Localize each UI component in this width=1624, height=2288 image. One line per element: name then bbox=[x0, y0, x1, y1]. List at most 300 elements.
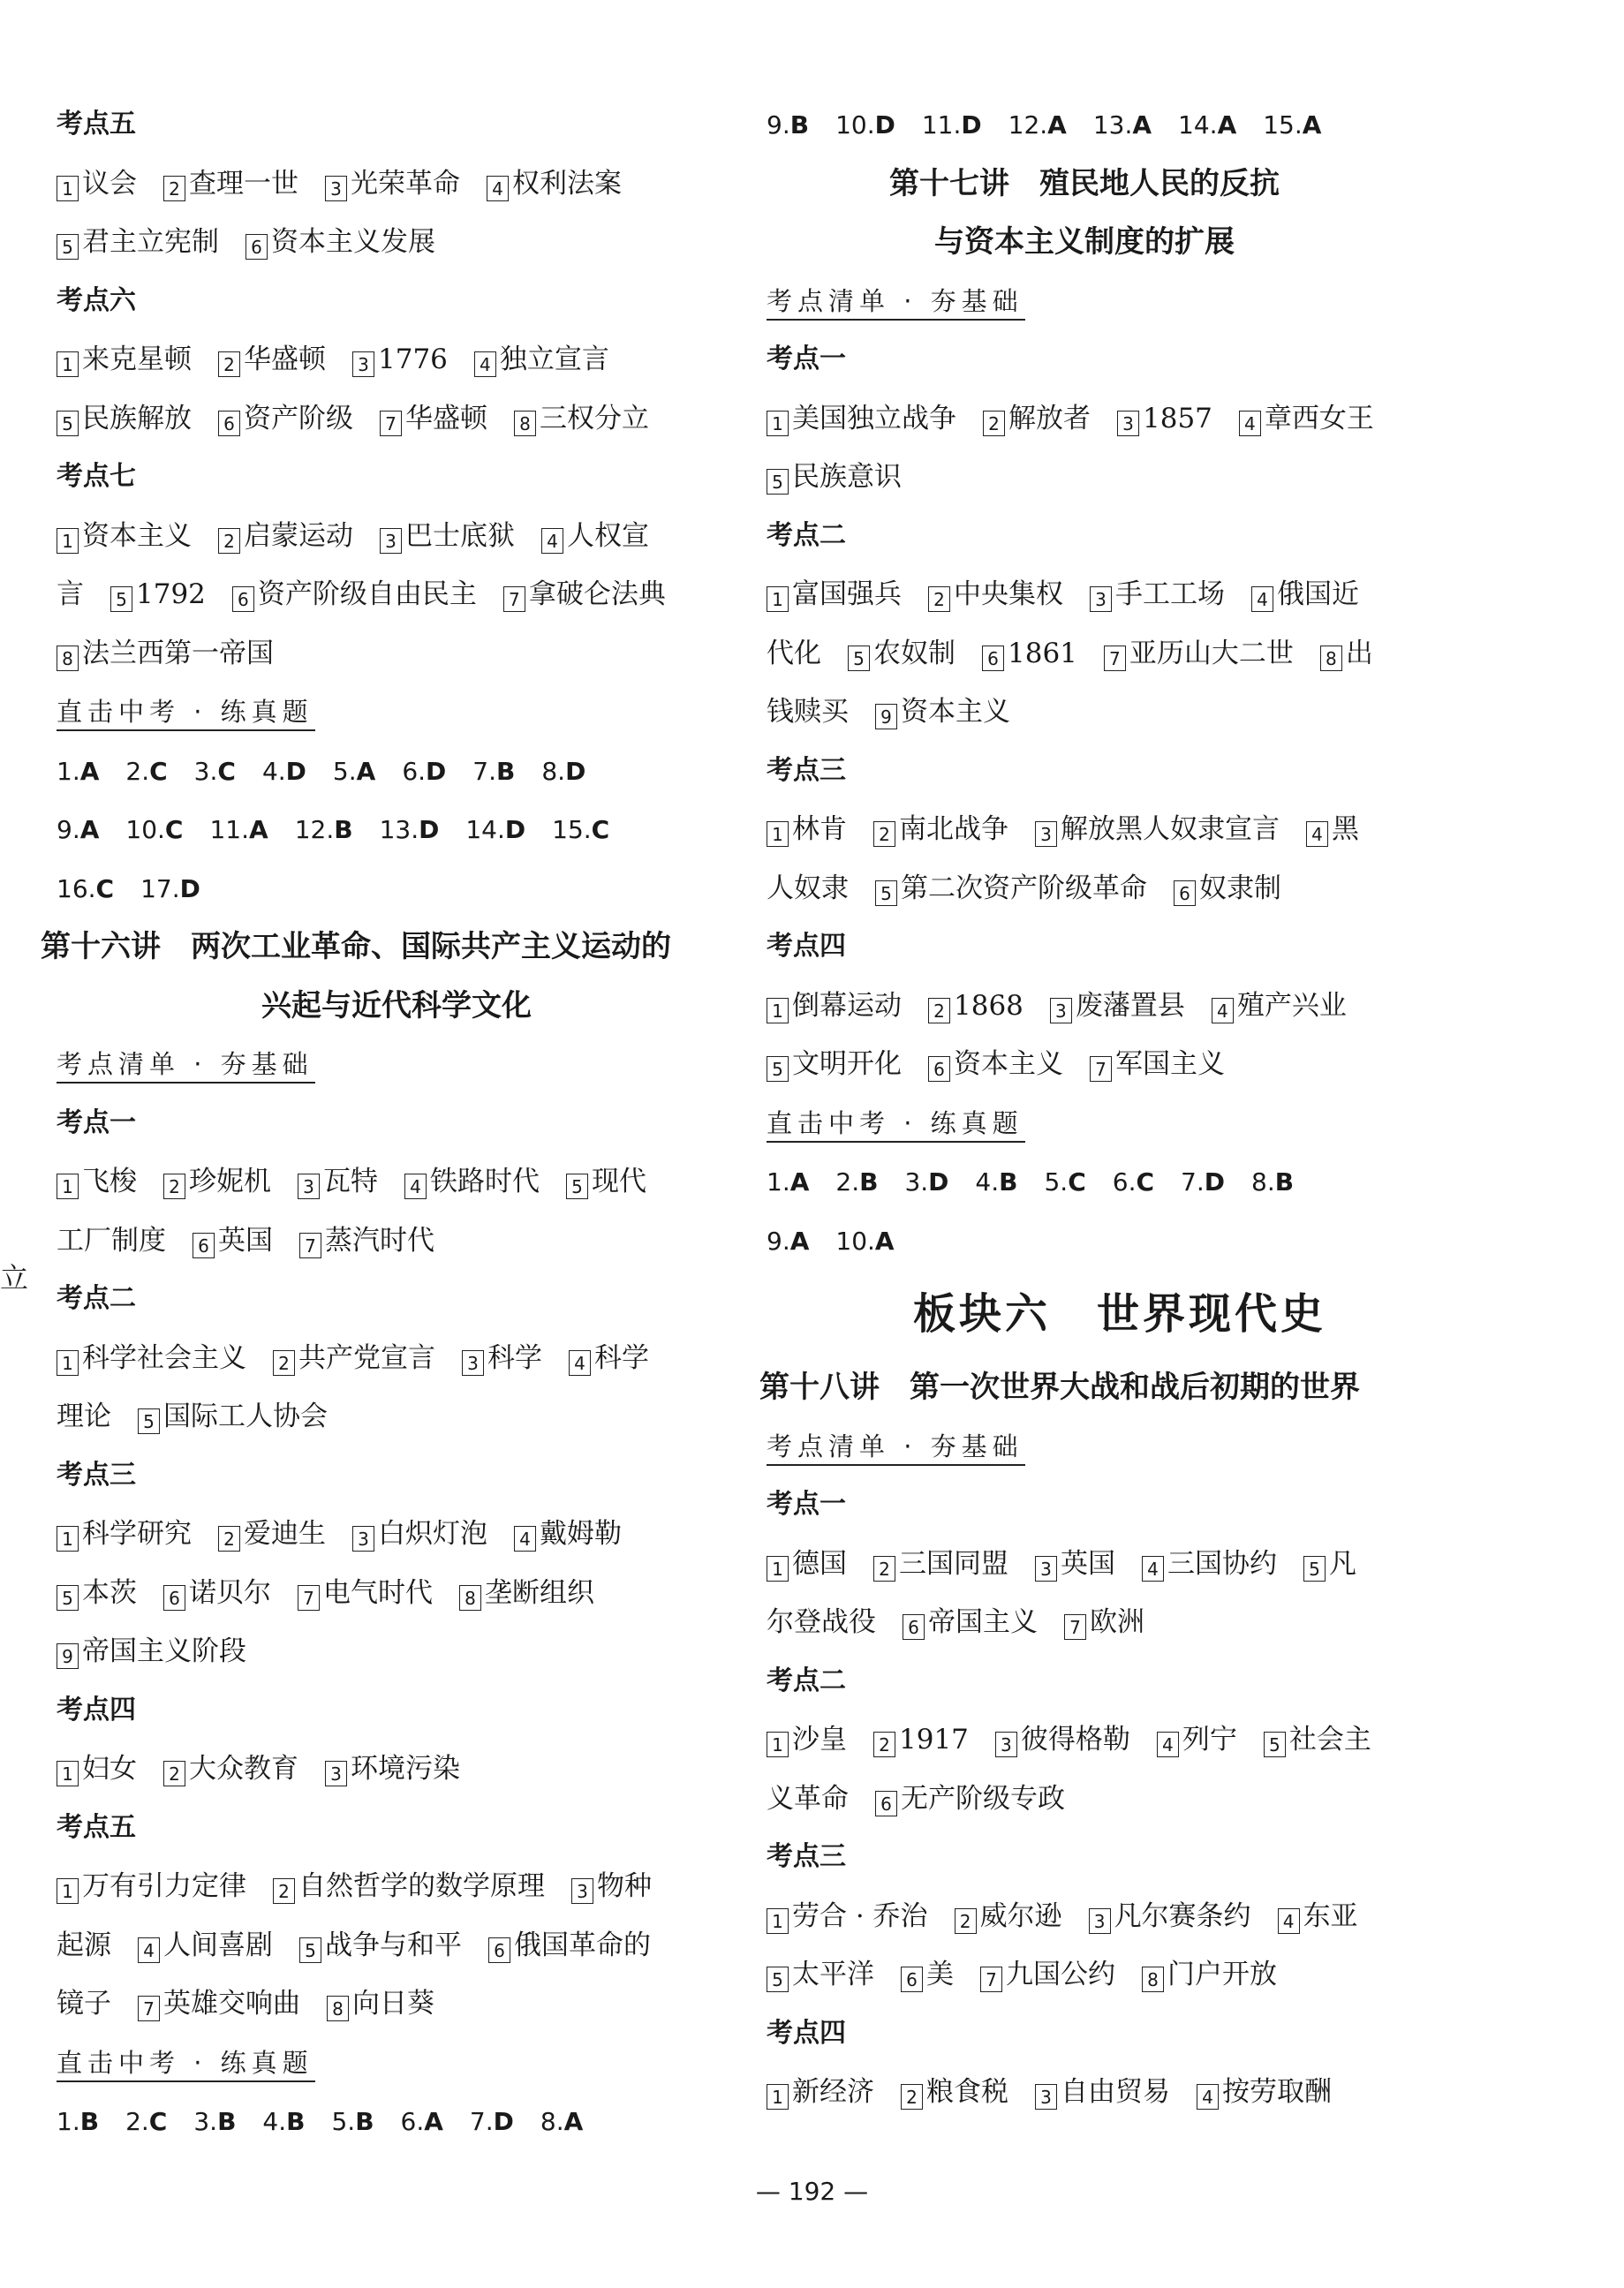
answer-text: 奴隶制 bbox=[1199, 872, 1281, 904]
numbered-answer bbox=[459, 1564, 594, 1623]
answer-text: 民族意识 bbox=[792, 461, 902, 493]
numbered-answer bbox=[767, 565, 902, 624]
mc-answer bbox=[540, 2092, 583, 2152]
numbered-answer bbox=[767, 1710, 847, 1770]
answer-text: 彼得格勒 bbox=[1020, 1724, 1130, 1756]
answer-text: 按劳取酬 bbox=[1222, 2076, 1332, 2108]
numbered-answer bbox=[298, 1152, 378, 1212]
mc-answer bbox=[1113, 1152, 1154, 1212]
numbered-answer bbox=[193, 1212, 273, 1271]
question-number: 12. bbox=[1008, 110, 1048, 140]
numbered-answer bbox=[767, 1035, 902, 1094]
choice-letter: C bbox=[1068, 1167, 1086, 1197]
answer-text: 美 bbox=[926, 1959, 954, 1990]
answer-line bbox=[767, 565, 1473, 624]
question-number: 9. bbox=[767, 1226, 790, 1256]
choice-letter: D bbox=[1204, 1167, 1226, 1197]
mc-answer bbox=[194, 742, 236, 802]
numbered-answer bbox=[299, 1212, 434, 1271]
answer-text: 资产阶级 bbox=[244, 402, 353, 434]
numbered-answer bbox=[1251, 565, 1359, 624]
mc-answer bbox=[262, 2092, 305, 2152]
answer-text: 亚历山大二世 bbox=[1129, 637, 1294, 669]
number-box: 1 bbox=[57, 351, 79, 377]
question-number: 6. bbox=[400, 2107, 425, 2136]
mc-answer bbox=[472, 742, 515, 802]
number-box: 7 bbox=[1090, 1056, 1112, 1082]
mc-answer bbox=[262, 742, 306, 802]
answer-text: 农奴制 bbox=[873, 637, 956, 669]
answer-line bbox=[767, 1535, 1473, 1594]
question-number: 8. bbox=[541, 756, 566, 786]
numbered-answer bbox=[1320, 624, 1373, 683]
mc-answer bbox=[835, 95, 895, 155]
number-box: 3 bbox=[352, 1526, 374, 1552]
answer-text: 九国公约 bbox=[1006, 1959, 1115, 1990]
question-number: 1. bbox=[57, 2107, 80, 2136]
choice-letter: A bbox=[563, 2107, 584, 2136]
answer-line bbox=[767, 1770, 1473, 1829]
page-number: — 192 — bbox=[755, 2177, 869, 2206]
section-heading: 考点三 bbox=[57, 1459, 136, 1491]
section-heading: 考点一 bbox=[57, 1106, 136, 1138]
numbered-answer bbox=[474, 330, 609, 389]
question-number: 9. bbox=[57, 815, 80, 844]
number-box: 6 bbox=[488, 1937, 510, 1963]
numbered-answer bbox=[901, 2063, 1008, 2122]
answer-text: 三国同盟 bbox=[899, 1547, 1008, 1580]
answer-line bbox=[767, 1593, 1473, 1652]
choice-letter: D bbox=[565, 756, 586, 786]
mc-answer bbox=[1178, 95, 1236, 155]
numbered-answer bbox=[767, 2063, 874, 2122]
choice-letter: B bbox=[286, 2107, 306, 2136]
choice-letter: D bbox=[961, 110, 982, 140]
number-box: 4 bbox=[1212, 998, 1234, 1023]
continued-text: 工厂制度 bbox=[57, 1224, 166, 1257]
answer-text: 英国 bbox=[218, 1224, 273, 1257]
question-number: 7. bbox=[469, 2107, 494, 2136]
choice-letter: A bbox=[1047, 110, 1067, 140]
numbered-answer bbox=[245, 213, 435, 272]
mc-answer bbox=[470, 2092, 514, 2152]
answer-line bbox=[767, 389, 1473, 449]
number-box: 2 bbox=[163, 176, 185, 201]
numbered-answer bbox=[273, 1329, 435, 1388]
number-box: 4 bbox=[1142, 1556, 1164, 1582]
answer-line bbox=[57, 1212, 736, 1271]
left-column bbox=[41, 95, 736, 2151]
answer-text: 科学 bbox=[594, 1341, 649, 1374]
answer-line bbox=[767, 1710, 1473, 1770]
answer-line bbox=[767, 1945, 1473, 2005]
answer-text: 资本主义 bbox=[901, 696, 1010, 728]
answer-line bbox=[57, 1505, 736, 1564]
number-box: 3 bbox=[1089, 1908, 1111, 1934]
answer-text: 来克星顿 bbox=[82, 344, 192, 375]
answer-text: 飞梭 bbox=[82, 1166, 137, 1197]
number-box: 6 bbox=[901, 1967, 923, 1992]
question-number: 2. bbox=[125, 756, 150, 786]
numbered-answer bbox=[514, 389, 649, 449]
number-box: 2 bbox=[218, 351, 240, 377]
answer-text: 劳合 · 乔治 bbox=[792, 1899, 928, 1932]
numbered-answer bbox=[767, 800, 847, 859]
answer-text: 俄国近 bbox=[1277, 578, 1359, 610]
mc-answer bbox=[465, 800, 525, 860]
numbered-answer bbox=[767, 1887, 928, 1946]
numbered-answer bbox=[1089, 1887, 1251, 1946]
practice-label: 直击中考 · 练真题 bbox=[57, 694, 315, 731]
continued-text: 代化 bbox=[767, 637, 821, 669]
answer-text: 垄断组织 bbox=[485, 1576, 594, 1609]
answer-text: 现代 bbox=[592, 1166, 646, 1197]
number-box: 6 bbox=[218, 411, 240, 436]
choice-letter: A bbox=[424, 2107, 443, 2136]
checklist-label: 考点清单 · 夯基础 bbox=[767, 283, 1025, 321]
choice-letter: B bbox=[859, 1167, 879, 1197]
numbered-answer bbox=[1212, 977, 1347, 1036]
answer-text: 林肯 bbox=[792, 813, 847, 845]
number-box: 4 bbox=[1251, 586, 1273, 612]
number-box: 1 bbox=[767, 1732, 789, 1757]
answer-text: 威尔逊 bbox=[979, 1899, 1062, 1932]
number-box: 3 bbox=[462, 1350, 484, 1376]
answer-text: 自由贸易 bbox=[1061, 2076, 1170, 2108]
mc-answer bbox=[1181, 1152, 1225, 1212]
question-number: 9. bbox=[767, 110, 790, 140]
answer-text: 瓦特 bbox=[323, 1166, 378, 1197]
numbered-answer bbox=[1278, 1887, 1358, 1946]
answer-text: 凡尔赛条约 bbox=[1114, 1899, 1251, 1932]
answer-line bbox=[57, 389, 736, 449]
number-box: 6 bbox=[903, 1614, 925, 1640]
checklist-label: 考点清单 · 夯基础 bbox=[767, 1429, 1025, 1466]
answer-text: 南北战争 bbox=[899, 813, 1008, 845]
numbered-answer bbox=[875, 683, 1010, 742]
answer-text: 殖产兴业 bbox=[1236, 989, 1347, 1022]
numbered-answer bbox=[767, 1945, 874, 2005]
numbered-answer bbox=[1117, 389, 1212, 449]
answer-line bbox=[57, 1857, 736, 1916]
numbered-answer bbox=[1239, 389, 1374, 449]
choice-letter: C bbox=[591, 815, 610, 844]
numbered-answer bbox=[767, 389, 956, 449]
mc-answer bbox=[125, 2092, 167, 2152]
answer-text: 军国主义 bbox=[1115, 1048, 1225, 1080]
mc-answer bbox=[1263, 95, 1321, 155]
answer-text: 本茨 bbox=[82, 1576, 137, 1609]
number-box: 6 bbox=[245, 234, 268, 260]
choice-letter: C bbox=[1136, 1167, 1155, 1197]
answer-line bbox=[767, 800, 1473, 859]
mc-answers bbox=[57, 859, 736, 918]
numbered-answer bbox=[462, 1329, 542, 1388]
continued-text: 理论 bbox=[57, 1401, 111, 1432]
numbered-answer bbox=[163, 1740, 298, 1799]
continued-text: 言 bbox=[57, 578, 84, 610]
number-box: 7 bbox=[980, 1967, 1002, 1992]
numbered-answer bbox=[298, 1564, 433, 1623]
number-box: 5 bbox=[110, 586, 132, 612]
answer-text: 光荣革命 bbox=[351, 167, 460, 200]
mc-answer bbox=[57, 742, 99, 802]
numbered-answer bbox=[1306, 800, 1359, 859]
section-heading: 考点四 bbox=[57, 1694, 136, 1725]
numbered-answer bbox=[327, 1975, 434, 2034]
numbered-answer bbox=[57, 1564, 137, 1623]
answer-text: 君主立宪制 bbox=[82, 226, 219, 258]
number-box: 5 bbox=[767, 1056, 789, 1082]
numbered-answer bbox=[57, 1622, 246, 1681]
numbered-answer bbox=[218, 507, 353, 566]
numbered-answer bbox=[57, 624, 274, 683]
mc-answer bbox=[57, 859, 114, 919]
number-box: 1 bbox=[57, 1174, 79, 1199]
number-box: 6 bbox=[928, 1056, 950, 1082]
answer-line bbox=[767, 448, 1473, 507]
numbered-answer bbox=[875, 1770, 1065, 1829]
number-box: 5 bbox=[767, 1967, 789, 1992]
question-number: 13. bbox=[1092, 110, 1133, 140]
number-box: 1 bbox=[767, 1908, 789, 1934]
number-box: 5 bbox=[1303, 1556, 1326, 1582]
number-box: 1 bbox=[57, 1878, 79, 1904]
number-box: 1 bbox=[57, 176, 79, 201]
mc-answer bbox=[541, 742, 585, 802]
choice-letter: A bbox=[1217, 110, 1237, 140]
numbered-answer bbox=[1090, 1035, 1225, 1094]
answer-text: 门户开放 bbox=[1167, 1959, 1277, 1990]
question-number: 7. bbox=[1181, 1167, 1205, 1197]
number-box: 4 bbox=[1306, 821, 1328, 847]
question-number: 15. bbox=[1263, 110, 1303, 140]
numbered-answer bbox=[1050, 977, 1185, 1036]
answer-text: 三国协约 bbox=[1167, 1547, 1277, 1580]
lecture-title-cont: 与资本主义制度的扩展 bbox=[934, 224, 1235, 260]
numbered-answer bbox=[110, 565, 206, 624]
number-box: 7 bbox=[380, 411, 402, 436]
mc-answer bbox=[767, 95, 809, 155]
choice-letter: A bbox=[874, 1226, 895, 1256]
question-number: 1. bbox=[57, 756, 80, 786]
number-box: 2 bbox=[873, 821, 895, 847]
answer-text: 查理一世 bbox=[189, 167, 298, 200]
mc-answer bbox=[1093, 95, 1152, 155]
question-number: 4. bbox=[261, 756, 286, 786]
mc-answers bbox=[57, 800, 736, 859]
numbered-answer bbox=[873, 1535, 1008, 1594]
numbered-answer bbox=[57, 1505, 192, 1564]
answer-line bbox=[767, 2063, 1473, 2122]
numbered-answer bbox=[163, 1152, 271, 1212]
mc-answers bbox=[767, 1212, 1473, 1271]
numbered-answer bbox=[955, 1887, 1062, 1946]
numbered-answer bbox=[325, 1740, 460, 1799]
mc-answer bbox=[125, 742, 167, 802]
number-box: 5 bbox=[57, 1585, 79, 1611]
answer-text: 万有引力定律 bbox=[82, 1870, 246, 1902]
answer-text: 拿破仑法典 bbox=[528, 578, 666, 610]
numbered-answer bbox=[218, 389, 353, 449]
answer-text: 国际工人协会 bbox=[163, 1401, 328, 1432]
choice-letter: D bbox=[179, 873, 200, 903]
section-heading: 考点五 bbox=[57, 1811, 136, 1843]
numbered-answer bbox=[1064, 1593, 1144, 1652]
answer-text: 科学 bbox=[487, 1341, 542, 1374]
answer-text: 俄国革命的 bbox=[514, 1929, 651, 1961]
answer-text: 爱迪生 bbox=[244, 1518, 326, 1550]
number-box: 4 bbox=[514, 1526, 536, 1552]
answer-line bbox=[767, 1887, 1473, 1946]
section-heading: 考点七 bbox=[57, 461, 136, 492]
answer-line bbox=[57, 1916, 736, 1975]
numbered-answer bbox=[503, 565, 666, 624]
number-box: 2 bbox=[218, 1526, 240, 1552]
numbered-answer bbox=[380, 389, 487, 449]
answer-line bbox=[767, 977, 1473, 1036]
lecture-title-cont: 兴起与近代科学文化 bbox=[261, 987, 532, 1023]
answer-line bbox=[767, 859, 1473, 918]
numbered-answer bbox=[980, 1945, 1115, 2005]
mc-answer bbox=[193, 2092, 236, 2152]
answer-text: 蒸汽时代 bbox=[325, 1224, 434, 1257]
number-box: 5 bbox=[57, 411, 79, 436]
answer-text: 英雄交响曲 bbox=[163, 1988, 300, 2020]
numbered-answer bbox=[163, 155, 298, 214]
mc-answer bbox=[552, 800, 609, 860]
answer-text: 社会主 bbox=[1288, 1724, 1371, 1756]
number-box: 5 bbox=[1264, 1732, 1286, 1757]
mc-answer bbox=[331, 2092, 374, 2152]
number-box: 7 bbox=[138, 1996, 160, 2021]
right-column bbox=[759, 95, 1473, 2122]
section-heading: 考点四 bbox=[767, 2017, 846, 2049]
mc-answer bbox=[57, 2092, 99, 2152]
numbered-answer bbox=[1142, 1535, 1277, 1594]
choice-letter: A bbox=[789, 1167, 810, 1197]
number-box: 8 bbox=[1320, 646, 1342, 671]
mc-answer bbox=[922, 95, 982, 155]
number-box: 2 bbox=[873, 1732, 895, 1757]
block-title: 板块六 世界现代史 bbox=[912, 1289, 1326, 1339]
answer-text: 向日葵 bbox=[352, 1988, 434, 2020]
number-box: 1 bbox=[57, 1761, 79, 1786]
answer-text: 富国强兵 bbox=[792, 578, 902, 610]
answer-text: 人权宣 bbox=[567, 519, 649, 552]
lecture-title: 第十六讲 两次工业革命、国际共产主义运动的 bbox=[41, 929, 671, 964]
number-box: 2 bbox=[163, 1174, 185, 1199]
number-box: 4 bbox=[1197, 2084, 1219, 2110]
answer-text: 诺贝尔 bbox=[189, 1576, 271, 1609]
number-box: 8 bbox=[459, 1585, 481, 1611]
answer-line bbox=[57, 624, 736, 683]
number-box: 2 bbox=[955, 1908, 977, 1934]
choice-letter: C bbox=[148, 2107, 168, 2136]
numbered-answer bbox=[1197, 2063, 1332, 2122]
number-box: 3 bbox=[325, 1761, 347, 1786]
choice-letter: A bbox=[1132, 110, 1152, 140]
answer-text: 出 bbox=[1345, 637, 1373, 669]
number-box: 6 bbox=[163, 1585, 185, 1611]
numbered-answer bbox=[57, 330, 192, 389]
numbered-answer bbox=[1104, 624, 1294, 683]
question-number: 6. bbox=[1112, 1167, 1137, 1197]
number-box: 4 bbox=[1157, 1732, 1179, 1757]
choice-letter: C bbox=[217, 756, 236, 786]
question-number: 8. bbox=[1251, 1167, 1275, 1197]
choice-letter: B bbox=[217, 2107, 237, 2136]
choice-letter: B bbox=[355, 2107, 374, 2136]
answer-line bbox=[57, 1740, 736, 1799]
number-box: 4 bbox=[404, 1174, 427, 1199]
answer-text: 解放者 bbox=[1008, 402, 1091, 434]
numbered-answer bbox=[1035, 1535, 1115, 1594]
answer-text: 戴姆勒 bbox=[540, 1518, 622, 1550]
numbered-answer bbox=[57, 1857, 246, 1916]
numbered-answer bbox=[995, 1710, 1130, 1770]
numbered-answer bbox=[514, 1505, 622, 1564]
answer-text: 法兰西第一帝国 bbox=[82, 637, 274, 669]
number-box: 5 bbox=[57, 234, 79, 260]
answer-text: 人间喜剧 bbox=[163, 1929, 273, 1961]
numbered-answer bbox=[571, 1857, 652, 1916]
answer-text: 欧洲 bbox=[1090, 1606, 1144, 1638]
number-box: 2 bbox=[873, 1556, 895, 1582]
numbered-answer bbox=[57, 155, 137, 214]
answer-text: 1861 bbox=[1008, 637, 1077, 669]
answer-text: 中央集权 bbox=[954, 578, 1063, 610]
mc-answers bbox=[57, 2092, 736, 2151]
practice-label: 直击中考 · 练真题 bbox=[57, 2045, 315, 2082]
mc-answer bbox=[295, 800, 353, 860]
answer-text: 第二次资产阶级革命 bbox=[901, 872, 1147, 904]
numbered-answer bbox=[848, 624, 956, 683]
numbered-answer bbox=[273, 1857, 545, 1916]
numbered-answer bbox=[875, 859, 1147, 918]
numbered-answer bbox=[767, 1535, 847, 1594]
numbered-answer bbox=[569, 1329, 649, 1388]
number-box: 4 bbox=[474, 351, 496, 377]
numbered-answer bbox=[928, 565, 1063, 624]
number-box: 1 bbox=[767, 586, 789, 612]
number-box: 2 bbox=[273, 1350, 295, 1376]
lecture-title: 第十七讲 殖民地人民的反抗 bbox=[889, 165, 1280, 201]
number-box: 2 bbox=[983, 411, 1005, 436]
numbered-answer bbox=[488, 1916, 651, 1975]
number-box: 4 bbox=[487, 176, 509, 201]
mc-answer bbox=[767, 1212, 809, 1272]
answer-text: 自然哲学的数学原理 bbox=[298, 1870, 545, 1902]
choice-letter: D bbox=[426, 756, 447, 786]
answer-text: 资本主义 bbox=[954, 1048, 1063, 1080]
section-heading: 考点一 bbox=[767, 344, 846, 374]
edge-character: 立 bbox=[0, 1261, 29, 1295]
answer-text: 1857 bbox=[1143, 402, 1212, 434]
mc-answers bbox=[57, 742, 736, 801]
lecture-title: 第十八讲 第一次世界大战和战后初期的世界 bbox=[759, 1370, 1360, 1405]
answer-text: 资本主义 bbox=[82, 519, 192, 552]
answer-line bbox=[767, 624, 1473, 683]
numbered-answer bbox=[1264, 1710, 1371, 1770]
number-box: 4 bbox=[1239, 411, 1261, 436]
answer-text: 章西女王 bbox=[1264, 402, 1374, 434]
numbered-answer bbox=[325, 155, 460, 214]
number-box: 8 bbox=[327, 1996, 349, 2021]
question-number: 15. bbox=[552, 815, 592, 844]
answer-text: 科学研究 bbox=[82, 1518, 192, 1550]
number-box: 1 bbox=[767, 2084, 789, 2110]
